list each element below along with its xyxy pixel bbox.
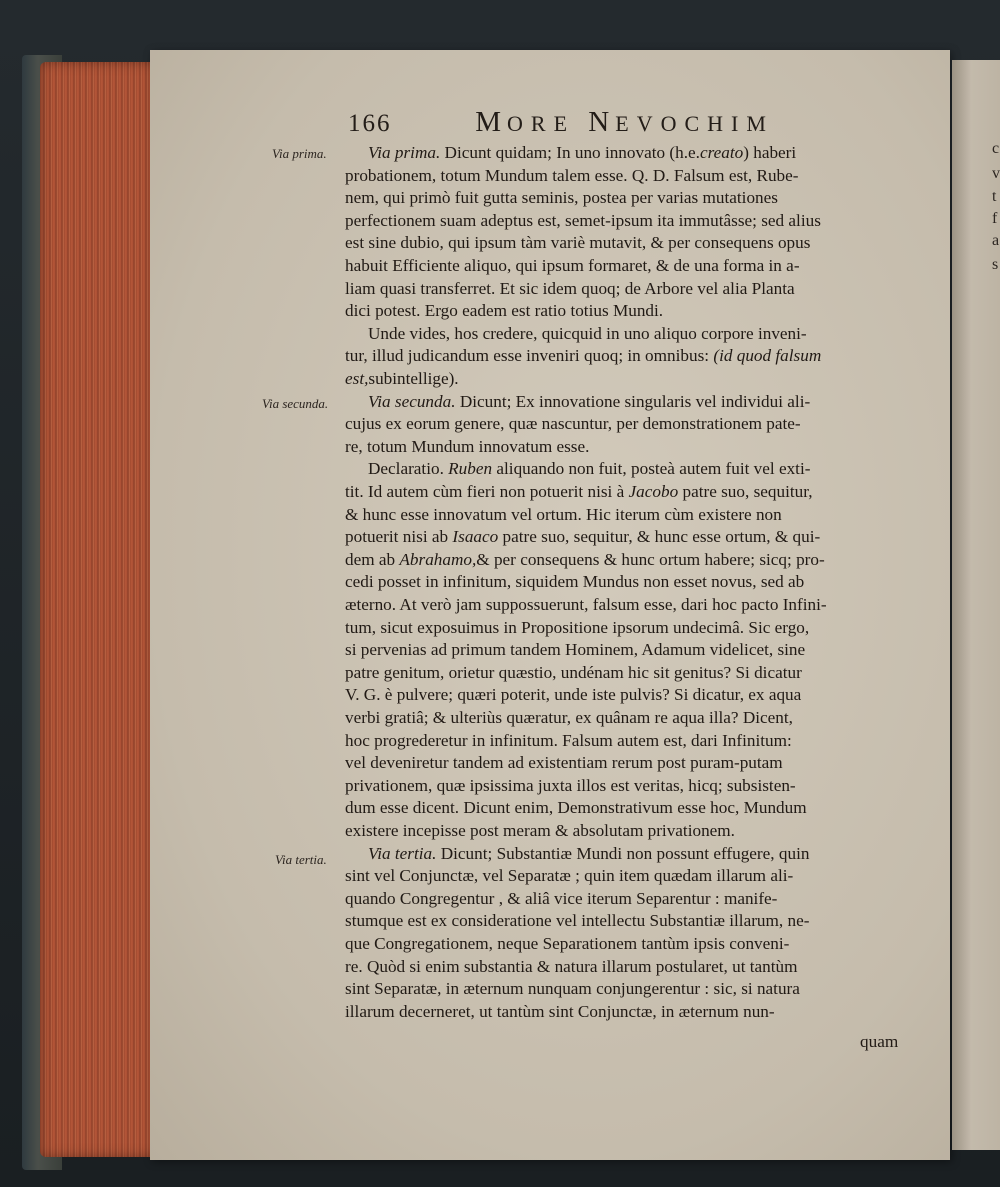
text-line xyxy=(345,367,459,391)
line-text: ) haberi xyxy=(743,143,797,162)
line-text: existere incepisse post meram & absolutam privationem. xyxy=(345,821,735,840)
text-line xyxy=(368,457,810,481)
text-line xyxy=(345,751,783,775)
text-line xyxy=(345,570,804,594)
line-text: patre suo, sequitur, & hunc esse ortum, & qui- xyxy=(498,527,821,547)
italic-text: Isaaco xyxy=(452,527,499,547)
running-title: MORE NEVOCHIM xyxy=(475,106,774,138)
italic-text: (id quod falsum xyxy=(713,346,822,366)
italic-text: creato xyxy=(699,143,744,162)
line-text: Declaratio. xyxy=(368,459,449,479)
text-line xyxy=(345,412,801,436)
line-text: illarum decerneret, ut tantùm sint Conjunctæ, in æternum nun- xyxy=(345,1001,775,1021)
text-line xyxy=(345,774,796,798)
text-line xyxy=(345,548,825,572)
section-heading: Via tertia. xyxy=(368,843,437,863)
section-heading: Via prima. xyxy=(368,143,441,162)
text-line xyxy=(345,638,805,662)
line-text: dem ab xyxy=(345,549,400,569)
line-text: potuerit nisi ab xyxy=(345,527,453,547)
line-text: est sine dubio, qui ipsum tàm variè mutavit, & per consequens opus xyxy=(345,233,811,253)
text-line xyxy=(345,864,793,888)
italic-text: Ruben xyxy=(448,459,493,479)
line-text: & hunc esse innovatum vel ortum. Hic iterum cùm existere non xyxy=(345,504,782,524)
text-line xyxy=(345,525,820,549)
text-line xyxy=(368,842,809,866)
text-line xyxy=(345,344,821,368)
line-text: subintellige). xyxy=(368,369,459,388)
text-line xyxy=(345,164,799,188)
line-text: dum esse dicent. Dicunt enim, Demonstrativum esse hoc, Mundum xyxy=(345,798,807,818)
italic-text: Jacobo xyxy=(628,482,679,501)
text-line xyxy=(345,955,798,979)
text-line xyxy=(345,480,813,504)
line-text: habuit Efficiente aliquo, qui ipsum formaret, & de una forma in a- xyxy=(345,256,800,275)
line-text: nem, qui primò fuit gutta seminis, postea per varias mutationes xyxy=(345,188,778,208)
italic-text: est, xyxy=(345,369,369,388)
line-text: re, totum Mundum innovatum esse. xyxy=(345,436,590,456)
line-text: Dicunt; Ex innovatione singularis vel individui ali- xyxy=(455,391,811,411)
line-text: Dicunt quidam; In uno innovato (h.e. xyxy=(440,143,700,162)
line-text: tur, illud judicandum esse inveniri quoq; in omnibus: xyxy=(345,346,714,366)
text-line xyxy=(345,683,801,707)
text-line xyxy=(345,1000,775,1024)
text-line xyxy=(345,887,777,911)
line-text: patre genitum, orietur quæstio, undénam hic sit genitus? Si dicatur xyxy=(345,662,802,682)
margin-note-via-secunda: Via secunda. xyxy=(262,396,329,411)
line-text: cedi posset in infinitum, siquidem Mundus non esset novus, sed ab xyxy=(345,572,805,592)
running-header xyxy=(348,106,808,139)
text-line xyxy=(345,209,821,233)
text-line xyxy=(345,186,778,210)
line-text: hoc progrederetur in infinitum. Falsum autem est, dari Infinitum: xyxy=(345,730,792,750)
line-text: si pervenias ad primum tandem Hominem, Adamum videlicet, sine xyxy=(345,640,806,660)
line-text: Unde vides, hos credere, quicquid in uno aliquo corpore inveni- xyxy=(368,323,807,343)
text-line xyxy=(345,932,789,956)
line-text: probationem, totum Mundum talem esse. Q. D. Falsum est, Rube- xyxy=(345,165,799,185)
line-text: que Congregationem, neque Separationem tantùm ipsis conveni- xyxy=(345,934,790,953)
line-text: quando Congregentur , & aliâ vice iterum Separentur : manife- xyxy=(345,888,778,908)
text-line xyxy=(345,909,809,933)
line-text: re. Quòd si enim substantia & natura illarum postularet, ut tantùm xyxy=(345,956,798,976)
facing-page-letter: a xyxy=(992,232,1000,249)
page-number: 166 xyxy=(348,110,392,137)
facing-page-letter: v xyxy=(992,165,1000,182)
text-line xyxy=(368,141,796,165)
text-line xyxy=(368,390,810,414)
line-text: sint vel Conjunctæ, vel Separatæ ; quin item quædam illarum ali- xyxy=(345,866,794,886)
catchword: quam xyxy=(860,1032,899,1051)
text-line xyxy=(345,796,807,820)
section-heading: Via secunda. xyxy=(368,391,456,411)
line-text: Dicunt; Substantiæ Mundi non possunt effugere, quin xyxy=(436,843,810,863)
text-line xyxy=(345,593,827,617)
italic-text: Abrahamo, xyxy=(399,549,477,569)
facing-page-letter: f xyxy=(992,210,998,227)
line-text: verbi gratiâ; & ulteriùs quæratur, ex quânam re aqua illa? Dicent, xyxy=(345,708,793,727)
facing-page-letter: t xyxy=(992,188,997,205)
line-text: perfectionem suam adeptus est, semet-ipsum ita immutâsse; sed alius xyxy=(345,210,821,230)
line-text: tit. Id autem cùm fieri non potuerit nisi à xyxy=(345,482,629,501)
text-line xyxy=(368,322,807,346)
text-line xyxy=(345,231,810,255)
line-text: aliquando non fuit, posteà autem fuit vel exti- xyxy=(492,459,811,479)
text-line xyxy=(345,616,809,640)
line-text: æterno. At verò jam suppossuerunt, falsum esse, dari hoc pacto Infini- xyxy=(345,595,827,614)
line-text: privationem, quæ ipsissima juxta illos est veritas, hicq; subsisten- xyxy=(345,775,796,795)
text-line xyxy=(345,299,663,323)
text-line xyxy=(345,977,800,1001)
line-text: & per consequens & hunc ortum habere; sicq; pro- xyxy=(476,549,825,569)
text-line xyxy=(345,661,802,685)
line-text: dici potest. Ergo eadem est ratio totius Mundi. xyxy=(345,301,664,321)
text-line xyxy=(345,254,800,278)
line-text: tum, sicut exposuimus in Propositione ipsorum undecimâ. Sic ergo, xyxy=(345,617,810,637)
line-text: V. G. è pulvere; quæri poterit, unde iste pulvis? Si dicatur, ex aqua xyxy=(345,685,802,705)
line-text: vel deveniretur tandem ad existentiam rerum post puram-putam xyxy=(345,753,783,773)
line-text: stumque est ex consideratione vel intellectu Substantiæ illarum, ne- xyxy=(345,911,810,931)
text-line xyxy=(345,729,792,753)
margin-note-via-tertia: Via tertia. xyxy=(275,852,327,867)
line-text: cujus ex eorum genere, quæ nascuntur, per demonstrationem pate- xyxy=(345,414,801,434)
text-line xyxy=(345,503,782,527)
text-line xyxy=(345,277,795,301)
facing-page-letter: c xyxy=(992,140,1000,157)
text-line xyxy=(345,819,735,843)
line-text: liam quasi transferret. Et sic idem quoq; de Arbore vel alia Planta xyxy=(345,278,795,298)
text-line xyxy=(345,435,589,459)
margin-note-via-prima: Via prima. xyxy=(272,146,327,161)
facing-page-letter: s xyxy=(992,256,999,273)
line-text: sint Separatæ, in æternum nunquam conjungerentur : sic, si natura xyxy=(345,979,800,999)
line-text: patre suo, sequitur, xyxy=(678,482,813,501)
text-line xyxy=(345,706,793,730)
